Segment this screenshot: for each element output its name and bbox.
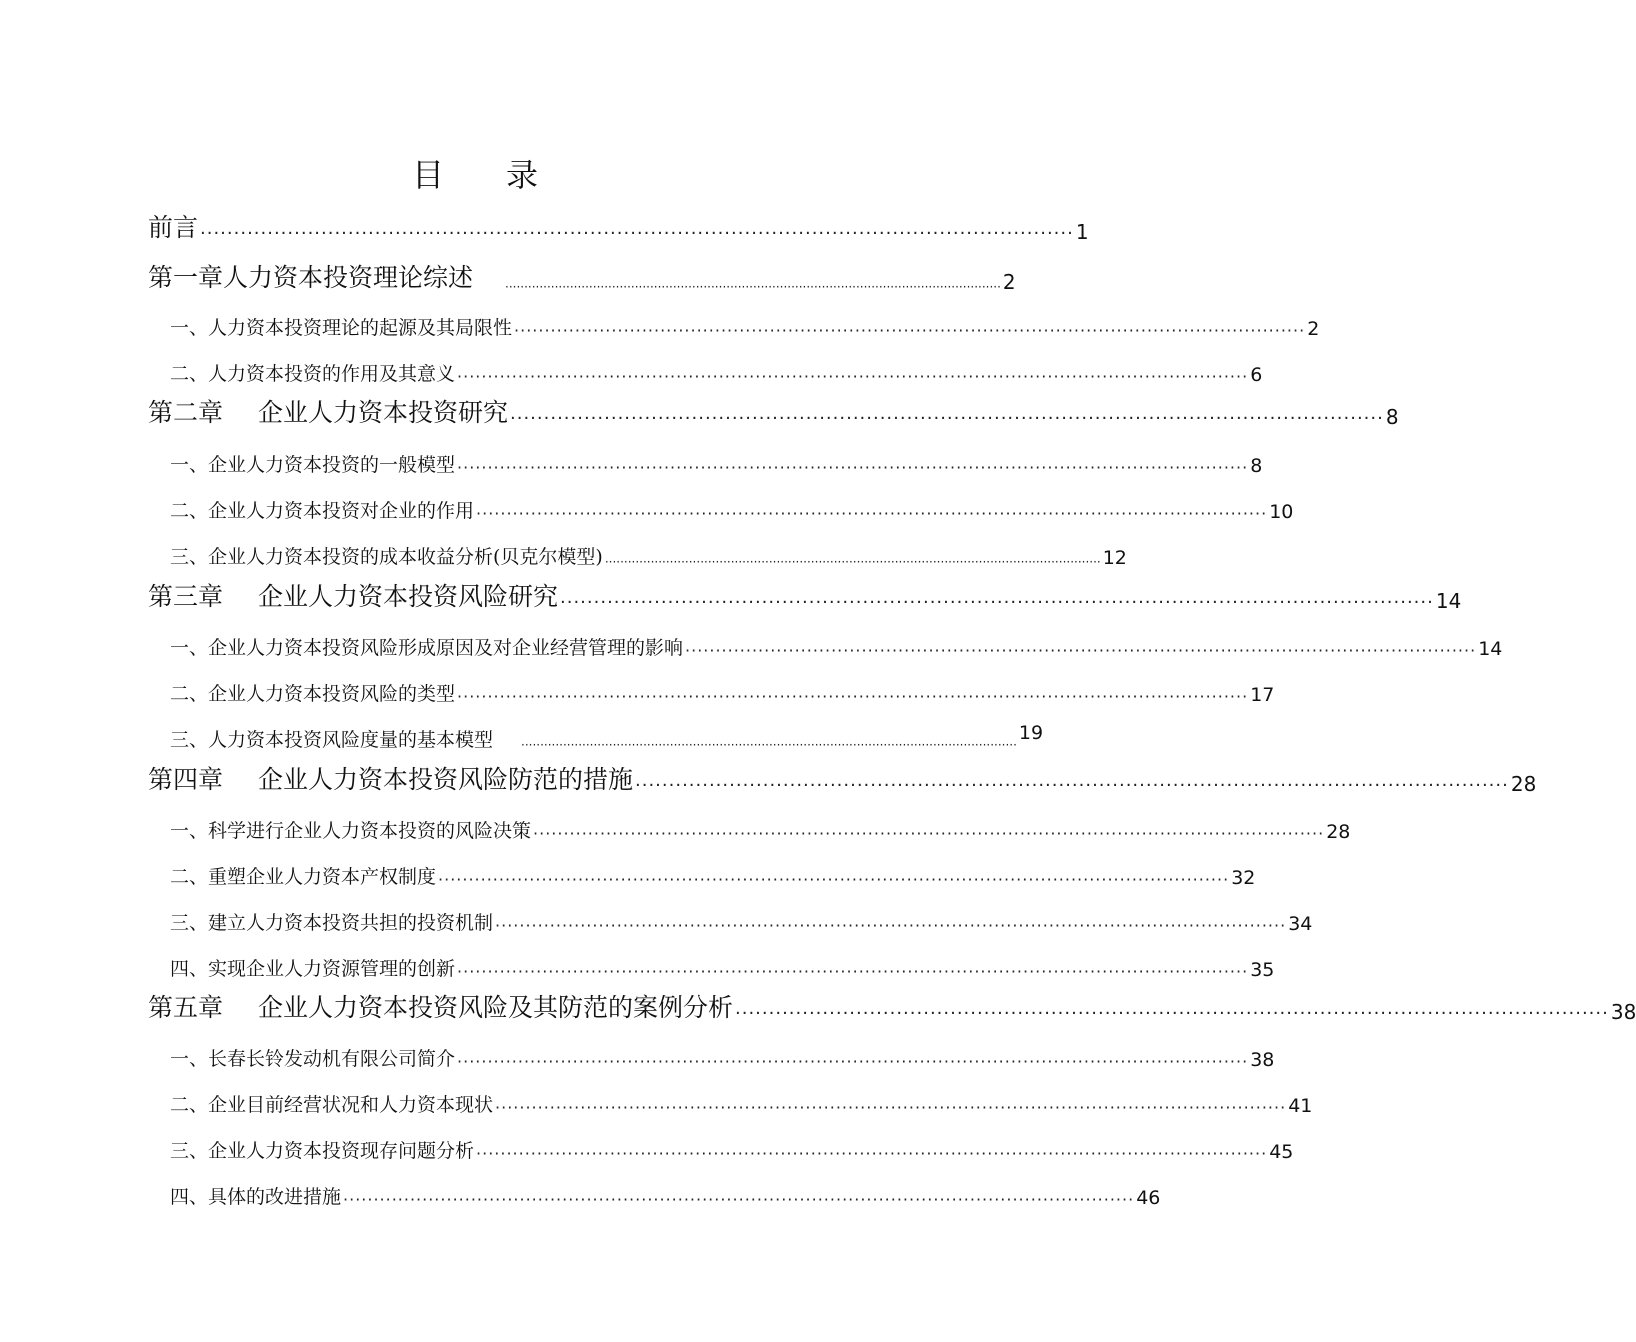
leader-dots: ·································································································································· [495, 1098, 1287, 1117]
toc-entry-section[interactable] [170, 304, 1320, 340]
toc-page-number: 38 [1250, 1049, 1275, 1071]
chapter-prefix: 第四章 [148, 765, 224, 794]
toc-page-number: 14 [1478, 638, 1503, 660]
leader-dots: ·································································································································· [735, 1003, 1609, 1024]
leader-dots: ·································································································································· [457, 962, 1249, 981]
toc-entry-section[interactable] [170, 624, 1503, 660]
toc-entry-section[interactable] [170, 853, 1256, 889]
leader-dots: ·································································································································· [343, 1190, 1135, 1209]
leader-dots: ·································································································································· [476, 1144, 1268, 1163]
toc-entry-section[interactable] [170, 1127, 1294, 1163]
leader-dots: ·································································································································· [510, 408, 1384, 429]
toc-page-number: 6 [1250, 364, 1263, 386]
toc-entry-chapter-4[interactable] [148, 760, 1537, 796]
leader-dots: ·································································································································· [200, 223, 1074, 244]
toc-label: 第一章人力资本投资理论综述 [148, 263, 474, 292]
toc-page-number: 19 [1018, 722, 1044, 744]
toc-entry-section[interactable] [170, 441, 1263, 477]
leader-dots: ·································································································································· [457, 1052, 1249, 1071]
toc-label: 二、企业人力资本投资对企业的作用 [170, 500, 475, 522]
toc-page-number: 41 [1288, 1095, 1313, 1117]
leader-dots: ·································································································································· [438, 870, 1230, 889]
leader-dots: ·································································································································· [560, 592, 1434, 613]
toc-label: 二、人力资本投资的作用及其意义 [170, 363, 456, 385]
toc-page-number: 2 [1002, 270, 1016, 294]
toc-page-number: 28 [1510, 772, 1537, 796]
toc-page-number: 1 [1075, 220, 1089, 244]
toc-label: 一、人力资本投资理论的起源及其局限性 [170, 317, 513, 339]
toc-page-number: 14 [1435, 589, 1462, 613]
toc-page-number: 38 [1610, 1000, 1636, 1024]
toc-entry-section[interactable] [170, 350, 1263, 386]
leader-dots: ·································································································································· [635, 775, 1509, 796]
title-char-2: 录 [506, 156, 539, 194]
toc-label: 企业人力资本投资风险及其防范的案例分析 [258, 993, 734, 1022]
leader-dots: ·································································································································· [495, 916, 1287, 935]
toc-label: 企业人力资本投资风险研究 [258, 582, 559, 611]
toc-label: 四、实现企业人力资源管理的创新 [170, 958, 456, 980]
toc-label: 四、具体的改进措施 [170, 1186, 342, 1208]
toc-label: 企业人力资本投资风险防范的措施 [258, 765, 634, 794]
toc-entry-chapter-3[interactable] [148, 577, 1462, 613]
toc-entry-chapter-2[interactable] [148, 393, 1399, 429]
toc-page-number: 34 [1288, 913, 1313, 935]
toc-page-number: 46 [1136, 1187, 1161, 1209]
leader-dots: ·································································································································· [533, 824, 1325, 843]
toc-page-number: 35 [1250, 959, 1275, 981]
toc-page-number: 32 [1231, 867, 1256, 889]
toc-page-number: 45 [1269, 1141, 1294, 1163]
toc-label: 一、科学进行企业人力资本投资的风险决策 [170, 820, 532, 842]
toc-page-number: 2 [1307, 318, 1320, 340]
toc-entry-section[interactable] [170, 1173, 1161, 1209]
leader-dots: ·································································································································· [505, 280, 1001, 294]
toc-entry-preface[interactable] [148, 208, 1089, 244]
toc-entry-section[interactable] [170, 533, 1127, 569]
toc-page-number: 12 [1102, 547, 1127, 569]
toc-label: 二、企业目前经营状况和人力资本现状 [170, 1094, 494, 1116]
toc-entry-section[interactable] [170, 807, 1351, 843]
toc-label: 一、企业人力资本投资风险形成原因及对企业经营管理的影响 [170, 637, 684, 659]
chapter-prefix: 第二章 [148, 398, 224, 427]
toc-page-number: 8 [1250, 455, 1263, 477]
leader-dots: ·································································································································· [457, 367, 1249, 386]
toc-label: 三、企业人力资本投资现存问题分析 [170, 1140, 475, 1162]
title-char-1: 目 [411, 156, 444, 194]
toc-page-number: 10 [1269, 501, 1294, 523]
leader-dots: ·································································································································· [521, 738, 1017, 752]
leader-dots: ·································································································································· [457, 687, 1249, 706]
toc-page-number: 17 [1250, 684, 1275, 706]
toc-label: 三、企业人力资本投资的成本收益分析(贝克尔模型) [170, 546, 603, 568]
toc-entry-chapter-5[interactable] [148, 988, 1636, 1024]
toc-entry-section[interactable] [170, 1035, 1275, 1071]
toc-label: 企业人力资本投资研究 [258, 398, 509, 427]
toc-entry-chapter-1[interactable] [148, 258, 1016, 294]
chapter-prefix: 第五章 [148, 993, 224, 1022]
leader-dots: ·································································································································· [685, 641, 1477, 660]
page-title [0, 150, 950, 196]
toc-page-number: 8 [1385, 405, 1399, 429]
toc-label: 前言 [148, 213, 199, 242]
toc-entry-section[interactable] [170, 1081, 1313, 1117]
toc-label: 三、建立人力资本投资共担的投资机制 [170, 912, 494, 934]
leader-dots: ·································································································································· [514, 321, 1306, 340]
toc-entry-section[interactable] [170, 670, 1275, 706]
toc-label: 二、企业人力资本投资风险的类型 [170, 683, 456, 705]
toc-entry-section[interactable] [170, 716, 1044, 752]
leader-dots: ·································································································································· [476, 504, 1268, 523]
toc-label: 一、企业人力资本投资的一般模型 [170, 454, 456, 476]
chapter-prefix: 第三章 [148, 582, 224, 611]
toc-label: 二、重塑企业人力资本产权制度 [170, 866, 437, 888]
toc-page-number: 28 [1326, 821, 1351, 843]
leader-dots: ·································································································································· [457, 458, 1249, 477]
toc-label: 一、长春长铃发动机有限公司简介 [170, 1048, 456, 1070]
toc-entry-section[interactable] [170, 487, 1294, 523]
toc-label: 三、人力资本投资风险度量的基本模型 [170, 729, 494, 751]
toc-entry-section[interactable] [170, 899, 1313, 935]
toc-entry-section[interactable] [170, 945, 1275, 981]
leader-dots: ·································································································································· [604, 555, 1101, 569]
